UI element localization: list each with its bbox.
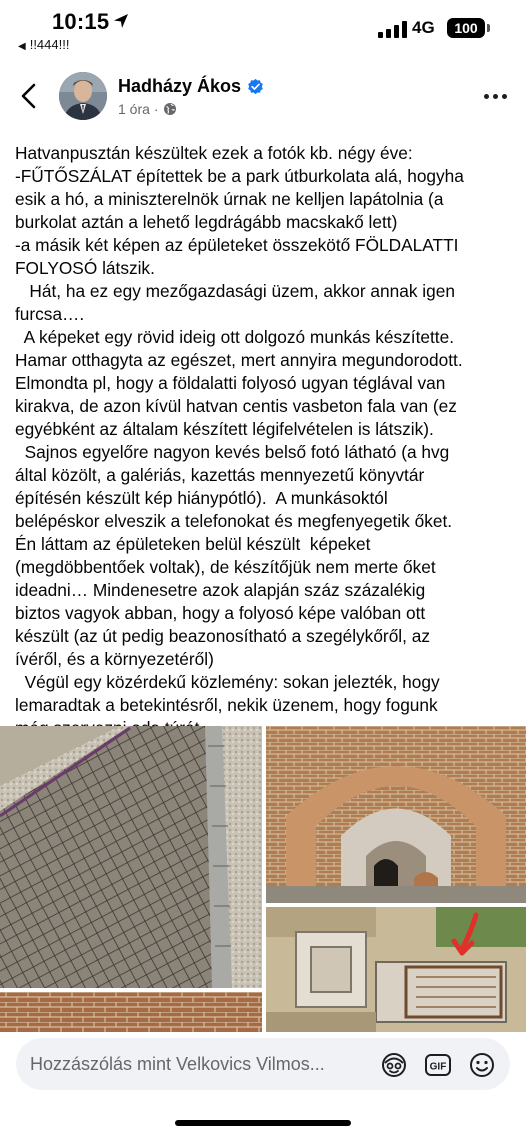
meta-separator: · [153, 101, 159, 117]
post-text-line: készült (az út pedig beazonosítható a szegélykőről, az [15, 626, 430, 646]
brick-tunnel-arch-photo [266, 726, 526, 903]
svg-text:GIF: GIF [429, 1061, 447, 1073]
post-text-line: burkolat aztán a lehető legdrágább macskakő lett) [15, 212, 398, 232]
photo-brick-tunnel[interactable] [266, 726, 526, 903]
post-text-line: egyébként az általam készített légifelvételen is látszik). [15, 419, 434, 439]
brick-wall-photo [0, 992, 262, 1032]
post-text-line: által közölt, a galériás, kazettás mennyezetű könyvtár [15, 465, 425, 485]
post-text-line: Elmondta pl, hogy a földalatti folyosó ugyan téglával van [15, 373, 446, 393]
aerial-construction-photo [266, 907, 526, 1032]
post-text-line: A képeket egy rövid ideig ott dolgozó munkás készítette. [15, 327, 455, 347]
post-text-line: Hamar otthagyta az egészet, mert annyira megundorodott. [15, 350, 463, 370]
post-text-line: furcsa…. [15, 304, 85, 324]
post-text-line: ideadni… Mindenesetre azok alapján száz százalékig [15, 580, 426, 600]
post-text-line: Hát, ha ez egy mezőgazdasági üzem, akkor annak igen [15, 281, 455, 301]
post-meta [118, 101, 177, 117]
verified-badge-icon [247, 78, 264, 95]
post-text-line: biztos vagyok abban, hogy a folyosó képe valóban ott [15, 603, 426, 623]
post-text-line: FOLYOSÓ látszik. [15, 258, 155, 278]
emoji-icon[interactable] [468, 1051, 496, 1079]
back-to-app-link[interactable] [18, 37, 69, 52]
post-text-line: Hatvanpusztán készültek ezek a fotók kb. négy éve: [15, 143, 413, 163]
battery-tip [487, 24, 490, 32]
photo-heating-mesh-road[interactable] [0, 726, 262, 988]
post-text-line: -a másik két képen az épületeket összekötő FÖLDALATTI [15, 235, 459, 255]
post-text-line: Én láttam az épületeken belül készült képeket [15, 534, 371, 554]
cellular-signal-icon [378, 21, 407, 38]
post-text-line: építésén készült kép hiánypótló). A munkásoktól [15, 488, 388, 508]
gif-icon[interactable] [424, 1051, 452, 1079]
globe-icon [163, 102, 177, 116]
back-app-label: !!444!!! [29, 37, 70, 52]
photo-brick-wall[interactable] [0, 992, 262, 1032]
post-time[interactable]: 1 óra [118, 101, 150, 117]
avatar-sticker-icon[interactable] [380, 1051, 408, 1079]
comment-bar [0, 1032, 526, 1138]
back-chevron-icon[interactable] [14, 78, 44, 114]
post-text [15, 142, 515, 740]
heating-mesh-road-photo [0, 726, 262, 988]
battery-icon [447, 18, 485, 38]
location-arrow-icon [112, 12, 130, 30]
avatar-portrait-icon [59, 72, 107, 120]
back-triangle-icon: ◀ [18, 41, 26, 52]
home-indicator [175, 1120, 351, 1126]
network-type: 4G [412, 18, 435, 37]
photo-aerial-construction[interactable] [266, 907, 526, 1032]
comment-input[interactable] [16, 1038, 510, 1090]
post-text-line: (megdöbbentőek voltak), de készítőjük nem merte őket [15, 557, 436, 577]
author-name[interactable]: Hadházy Ákos [118, 76, 242, 96]
author-name-row [118, 76, 264, 97]
more-options-icon[interactable] [484, 94, 510, 102]
post-text-line: kirakva, de azon kívül hatvan centis vasbeton fala van (ez [15, 396, 457, 416]
status-bar [0, 0, 526, 60]
post-text-line: Sajnos egyelőre nagyon kevés belső fotó látható (a hvg [15, 442, 450, 462]
clock: 10:15 [52, 9, 110, 34]
post-header [0, 66, 526, 128]
photo-grid [0, 726, 526, 1032]
post-text-line: -FŰTŐSZÁLAT építettek be a park útburkolata alá, hogyha [15, 166, 464, 186]
post-text-line: esik a hó, a miniszterelnök úrnak ne kelljen lapátolnia (a [15, 189, 444, 209]
battery-level: 100 [454, 20, 478, 36]
comment-placeholder: Hozzászólás mint Velkovics Vilmos... [30, 1054, 325, 1074]
post-text-line: ívéről, és a környezetéről) [15, 649, 214, 669]
post-text-line: belépéskor elveszik a telefonokat és megfenyegetik őket. [15, 511, 453, 531]
post-text-line: Végül egy közérdekű közlemény: sokan jelezték, hogy [15, 672, 440, 692]
author-avatar[interactable] [59, 72, 107, 120]
post-text-line: lemaradtak a betekintésről, nekik üzenem, hogy fogunk [15, 695, 438, 715]
